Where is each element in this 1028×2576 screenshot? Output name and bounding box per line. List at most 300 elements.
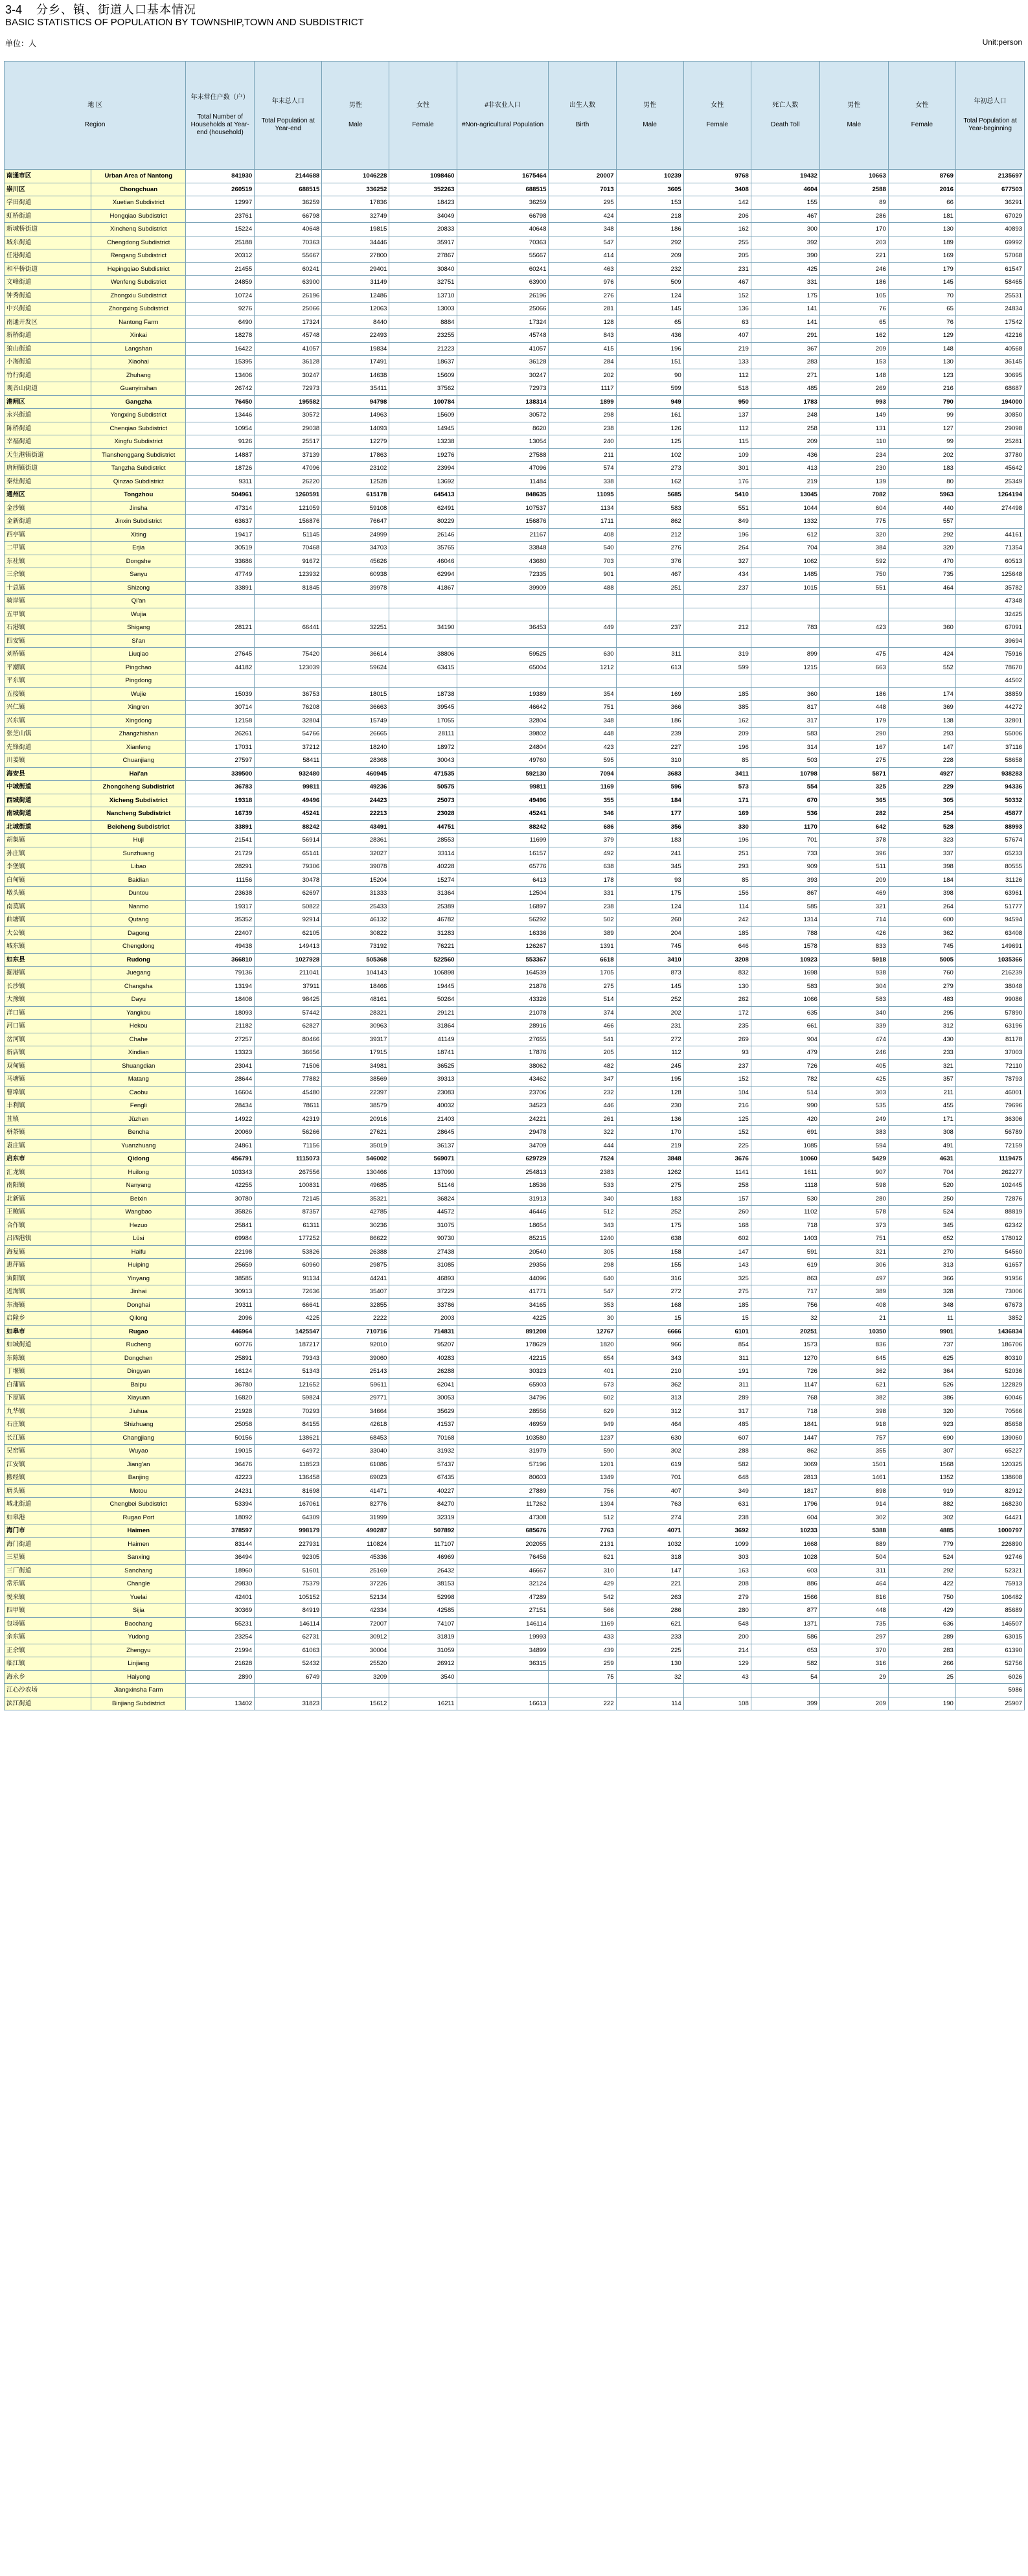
table-cell: 252 xyxy=(616,1206,683,1219)
table-cell: 311 xyxy=(616,648,683,661)
region-name-cn: 长江镇 xyxy=(5,1431,91,1445)
table-cell: 27889 xyxy=(457,1484,549,1498)
table-row xyxy=(5,1351,1025,1365)
column-header xyxy=(389,62,457,170)
table-cell: 65233 xyxy=(955,847,1024,860)
table-cell: 85689 xyxy=(955,1604,1024,1618)
table-cell: 39313 xyxy=(389,1073,457,1087)
table-cell: 456791 xyxy=(186,1153,255,1166)
table-cell: 21541 xyxy=(186,834,255,847)
table-cell: 638 xyxy=(549,860,616,874)
region-name-cn: 新桥街道 xyxy=(5,329,91,343)
table-cell: 81845 xyxy=(255,581,322,595)
region-name-cn: 十总镇 xyxy=(5,581,91,595)
table-cell: 88993 xyxy=(955,820,1024,834)
region-name-cn: 洋口镇 xyxy=(5,1006,91,1020)
table-cell: 642 xyxy=(819,820,888,834)
table-cell: 162 xyxy=(683,714,751,728)
table-cell: 10060 xyxy=(751,1153,819,1166)
region-name-en: Beicheng Subdistrict xyxy=(91,820,186,834)
table-cell: 246 xyxy=(819,262,888,276)
column-header-cn: 地 区 xyxy=(87,102,102,109)
table-cell: 47096 xyxy=(457,462,549,476)
table-cell: 36780 xyxy=(186,1378,255,1392)
table-cell: 448 xyxy=(819,701,888,715)
table-cell: 38153 xyxy=(389,1578,457,1591)
table-row xyxy=(5,1006,1025,1020)
table-cell: 143 xyxy=(683,1259,751,1272)
table-cell: 583 xyxy=(751,980,819,993)
table-cell: 49760 xyxy=(457,754,549,768)
table-cell: 313 xyxy=(888,1259,955,1272)
table-cell: 49496 xyxy=(255,794,322,807)
table-cell: 276 xyxy=(616,542,683,555)
table-cell: 533 xyxy=(549,1179,616,1193)
table-cell: 38806 xyxy=(389,648,457,661)
table-cell: 14963 xyxy=(322,409,389,422)
table-cell: 873 xyxy=(616,967,683,980)
region-name-cn: 如城街道 xyxy=(5,1339,91,1352)
region-name-en: Zhangzhishan xyxy=(91,728,186,741)
table-cell: 467 xyxy=(683,276,751,290)
table-cell: 76647 xyxy=(322,515,389,529)
table-cell: 52134 xyxy=(322,1591,389,1604)
table-cell: 35917 xyxy=(389,236,457,249)
table-cell: 42223 xyxy=(186,1471,255,1485)
table-cell: 156876 xyxy=(255,515,322,529)
table-cell: 123 xyxy=(888,369,955,382)
table-cell: 185 xyxy=(683,687,751,701)
table-cell: 10233 xyxy=(751,1524,819,1538)
table-cell: 18092 xyxy=(186,1511,255,1524)
table-cell: 60960 xyxy=(255,1259,322,1272)
table-cell: 426 xyxy=(819,926,888,940)
table-cell: 440 xyxy=(888,501,955,515)
table-cell: 147 xyxy=(683,1245,751,1259)
table-row xyxy=(5,542,1025,555)
table-cell: 293 xyxy=(888,728,955,741)
table-cell: 7763 xyxy=(549,1524,616,1538)
table-cell: 313 xyxy=(616,1392,683,1405)
table-cell xyxy=(683,1684,751,1697)
table-cell: 19834 xyxy=(322,342,389,356)
table-cell: 7094 xyxy=(549,767,616,781)
region-name-en: Liuqiao xyxy=(91,648,186,661)
table-cell: 234 xyxy=(819,448,888,462)
table-cell: 592 xyxy=(819,555,888,568)
table-row xyxy=(5,873,1025,887)
table-cell: 204 xyxy=(616,926,683,940)
table-row xyxy=(5,475,1025,489)
table-cell: 470 xyxy=(888,555,955,568)
table-cell: 291 xyxy=(751,329,819,343)
table-cell: 602 xyxy=(683,1232,751,1246)
table-cell: 230 xyxy=(616,1099,683,1113)
table-cell: 214 xyxy=(683,1644,751,1657)
table-cell: 164539 xyxy=(457,967,549,980)
table-cell: 11095 xyxy=(549,489,616,502)
table-cell: 152 xyxy=(683,1126,751,1140)
table-cell: 512 xyxy=(549,1206,616,1219)
table-row xyxy=(5,1166,1025,1179)
table-cell: 502 xyxy=(549,914,616,927)
table-cell: 275 xyxy=(819,754,888,768)
region-name-en: Guanyinshan xyxy=(91,382,186,396)
table-cell: 24221 xyxy=(457,1112,549,1126)
region-name-en: Chongchuan xyxy=(91,183,186,196)
table-cell: 688515 xyxy=(255,183,322,196)
table-cell: 6101 xyxy=(683,1325,751,1339)
table-cell: 102 xyxy=(616,448,683,462)
table-cell: 57674 xyxy=(955,834,1024,847)
table-cell: 745 xyxy=(888,940,955,954)
table-row xyxy=(5,608,1025,621)
table-row xyxy=(5,687,1025,701)
table-cell: 31059 xyxy=(389,1644,457,1657)
table-cell: 75379 xyxy=(255,1578,322,1591)
table-cell: 330 xyxy=(683,820,751,834)
table-cell: 80466 xyxy=(255,1033,322,1046)
table-cell: 27645 xyxy=(186,648,255,661)
table-cell: 34165 xyxy=(457,1298,549,1312)
table-cell: 25 xyxy=(888,1670,955,1684)
table-cell: 17876 xyxy=(457,1046,549,1060)
table-cell: 251 xyxy=(616,581,683,595)
table-cell: 24423 xyxy=(322,794,389,807)
table-cell: 24834 xyxy=(955,303,1024,316)
table-cell: 1032 xyxy=(616,1537,683,1551)
table-cell: 284 xyxy=(549,356,616,369)
table-cell: 156876 xyxy=(457,515,549,529)
table-cell: 47308 xyxy=(457,1511,549,1524)
table-cell: 24859 xyxy=(186,276,255,290)
region-name-cn: 海门街道 xyxy=(5,1537,91,1551)
region-name-cn: 骑岸镇 xyxy=(5,595,91,608)
table-cell: 1117 xyxy=(549,382,616,396)
region-name-cn: 白甸镇 xyxy=(5,873,91,887)
table-cell: 619 xyxy=(751,1259,819,1272)
region-name-cn: 和平桥街道 xyxy=(5,262,91,276)
table-cell: 10798 xyxy=(751,767,819,781)
table-cell: 18960 xyxy=(186,1564,255,1578)
table-cell: 15395 xyxy=(186,356,255,369)
table-cell: 118523 xyxy=(255,1458,322,1471)
table-cell: 311 xyxy=(819,1564,888,1578)
table-cell: 171 xyxy=(888,1112,955,1126)
table-cell: 115 xyxy=(683,435,751,449)
table-cell: 6490 xyxy=(186,316,255,329)
table-cell: 16124 xyxy=(186,1365,255,1379)
table-cell: 60776 xyxy=(186,1339,255,1352)
table-cell: 36259 xyxy=(255,196,322,210)
region-name-cn: 四甲镇 xyxy=(5,1604,91,1618)
table-cell: 305 xyxy=(549,1245,616,1259)
column-header xyxy=(322,62,389,170)
table-row xyxy=(5,462,1025,476)
table-cell: 27438 xyxy=(389,1245,457,1259)
region-name-cn: 任港街道 xyxy=(5,249,91,263)
table-cell xyxy=(457,595,549,608)
table-cell: 233 xyxy=(888,1046,955,1060)
table-cell: 18654 xyxy=(457,1219,549,1232)
region-name-cn: 白蒲镇 xyxy=(5,1378,91,1392)
table-cell: 138 xyxy=(888,714,955,728)
table-cell: 110824 xyxy=(322,1537,389,1551)
table-cell: 1270 xyxy=(751,1351,819,1365)
table-cell: 362 xyxy=(888,926,955,940)
table-cell: 72636 xyxy=(255,1285,322,1299)
table-row xyxy=(5,1219,1025,1232)
table-cell: 717 xyxy=(751,1285,819,1299)
region-name-en: Hai'an xyxy=(91,767,186,781)
table-cell: 68687 xyxy=(955,382,1024,396)
table-cell: 110 xyxy=(819,435,888,449)
table-cell: 384 xyxy=(819,542,888,555)
region-name-en: Zhengyu xyxy=(91,1644,186,1657)
table-cell: 30519 xyxy=(186,542,255,555)
table-row xyxy=(5,409,1025,422)
table-cell: 36128 xyxy=(457,356,549,369)
table-row xyxy=(5,581,1025,595)
table-cell: 186 xyxy=(819,276,888,290)
table-cell: 3411 xyxy=(683,767,751,781)
table-cell: 4885 xyxy=(888,1524,955,1538)
region-name-en: Zhongcheng Subdistrict xyxy=(91,781,186,794)
table-cell: 26742 xyxy=(186,382,255,396)
table-cell: 1169 xyxy=(549,781,616,794)
table-cell: 156 xyxy=(683,887,751,901)
region-name-en: Dingyan xyxy=(91,1365,186,1379)
table-cell: 65 xyxy=(888,303,955,316)
region-name-en: Zhuhang xyxy=(91,369,186,382)
table-cell: 8440 xyxy=(322,316,389,329)
table-cell: 398 xyxy=(888,860,955,874)
column-header-cn: 年末常住户数（户） xyxy=(190,94,249,101)
table-cell: 1425547 xyxy=(255,1325,322,1339)
region-name-cn: 胡集镇 xyxy=(5,834,91,847)
table-cell: 286 xyxy=(616,1604,683,1618)
table-cell: 212 xyxy=(616,528,683,542)
table-cell: 30247 xyxy=(255,369,322,382)
region-name-cn: 二甲镇 xyxy=(5,542,91,555)
table-cell: 444 xyxy=(549,1139,616,1153)
region-name-en: Changle xyxy=(91,1578,186,1591)
table-cell: 28434 xyxy=(186,1099,255,1113)
region-name-en: Dagong xyxy=(91,926,186,940)
table-cell: 1169 xyxy=(549,1617,616,1631)
table-cell xyxy=(389,608,457,621)
table-cell: 28361 xyxy=(322,834,389,847)
table-row xyxy=(5,1378,1025,1392)
region-name-en: Haiyong xyxy=(91,1670,186,1684)
table-cell: 31283 xyxy=(389,926,457,940)
table-cell: 578 xyxy=(819,1206,888,1219)
table-cell: 775 xyxy=(819,515,888,529)
table-cell: 104 xyxy=(683,1086,751,1099)
region-name-cn: 常乐镇 xyxy=(5,1578,91,1591)
table-cell: 80229 xyxy=(389,515,457,529)
table-cell: 547 xyxy=(549,1285,616,1299)
table-cell: 245 xyxy=(616,1059,683,1073)
table-cell: 70566 xyxy=(955,1405,1024,1418)
table-cell: 53394 xyxy=(186,1498,255,1512)
table-cell: 735 xyxy=(819,1617,888,1631)
column-header-en: Total Population at Year-end xyxy=(261,117,315,132)
table-cell: 5429 xyxy=(819,1153,888,1166)
table-cell: 152 xyxy=(683,1073,751,1087)
table-cell: 788 xyxy=(751,926,819,940)
table-cell: 72876 xyxy=(955,1192,1024,1206)
table-cell: 38859 xyxy=(955,687,1024,701)
table-cell: 23254 xyxy=(186,1631,255,1644)
table-cell: 18738 xyxy=(389,687,457,701)
table-row xyxy=(5,1498,1025,1512)
table-cell: 43462 xyxy=(457,1073,549,1087)
region-name-cn: 下原镇 xyxy=(5,1392,91,1405)
table-cell: 62994 xyxy=(389,568,457,582)
table-cell: 548 xyxy=(683,1617,751,1631)
table-cell: 32251 xyxy=(322,621,389,635)
table-cell: 75420 xyxy=(255,648,322,661)
table-cell: 22407 xyxy=(186,926,255,940)
unit-label-cn: 单位：人 xyxy=(5,39,37,48)
region-name-cn: 临江镇 xyxy=(5,1657,91,1671)
region-name-en: Nanyang xyxy=(91,1179,186,1193)
table-cell xyxy=(888,608,955,621)
table-row xyxy=(5,501,1025,515)
region-name-en: Rugao Port xyxy=(91,1511,186,1524)
table-cell: 382 xyxy=(819,1392,888,1405)
table-cell xyxy=(457,608,549,621)
table-cell: 19389 xyxy=(457,687,549,701)
table-cell: 121059 xyxy=(255,501,322,515)
table-cell: 137090 xyxy=(389,1166,457,1179)
table-cell: 211 xyxy=(888,1086,955,1099)
table-cell: 302 xyxy=(819,1511,888,1524)
table-cell: 10923 xyxy=(751,953,819,967)
table-cell: 557 xyxy=(888,515,955,529)
table-cell: 1000797 xyxy=(955,1524,1024,1538)
table-cell: 585 xyxy=(751,900,819,914)
table-cell: 36494 xyxy=(186,1551,255,1565)
table-cell: 149691 xyxy=(955,940,1024,954)
table-row xyxy=(5,1099,1025,1113)
table-cell: 401 xyxy=(549,1365,616,1379)
table-cell: 714 xyxy=(819,914,888,927)
table-cell: 292 xyxy=(888,528,955,542)
region-name-cn: 三星镇 xyxy=(5,1551,91,1565)
table-cell: 863 xyxy=(751,1272,819,1285)
table-cell: 33848 xyxy=(457,542,549,555)
region-name-en: Wujia xyxy=(91,608,186,621)
table-row xyxy=(5,834,1025,847)
region-name-cn: 西城街道 xyxy=(5,794,91,807)
table-row xyxy=(5,1591,1025,1604)
table-cell: 631 xyxy=(683,1498,751,1512)
table-cell: 648 xyxy=(683,1471,751,1485)
table-cell: 125 xyxy=(683,1112,751,1126)
table-cell: 408 xyxy=(819,1298,888,1312)
table-cell: 4071 xyxy=(616,1524,683,1538)
table-cell: 76221 xyxy=(389,940,457,954)
region-name-cn: 如皋市 xyxy=(5,1325,91,1339)
table-row xyxy=(5,1431,1025,1445)
table-cell: 373 xyxy=(819,1219,888,1232)
table-cell: 718 xyxy=(751,1219,819,1232)
table-cell: 1796 xyxy=(751,1498,819,1512)
table-cell: 237 xyxy=(616,621,683,635)
table-cell: 701 xyxy=(616,1471,683,1485)
table-cell: 27588 xyxy=(457,448,549,462)
table-row xyxy=(5,1537,1025,1551)
table-cell: 512 xyxy=(549,1511,616,1524)
table-cell: 392 xyxy=(751,236,819,249)
table-cell: 43680 xyxy=(457,555,549,568)
table-cell: 779 xyxy=(888,1537,955,1551)
table-cell: 26196 xyxy=(255,289,322,303)
table-cell: 950 xyxy=(683,395,751,409)
table-cell: 690 xyxy=(888,1431,955,1445)
region-name-cn: 四安镇 xyxy=(5,634,91,648)
table-cell: 148 xyxy=(819,369,888,382)
region-name-cn: 包场镇 xyxy=(5,1617,91,1631)
table-cell: 904 xyxy=(751,1033,819,1046)
table-cell: 312 xyxy=(888,1020,955,1033)
table-cell: 16336 xyxy=(457,926,549,940)
table-cell: 65141 xyxy=(255,847,322,860)
table-cell: 20540 xyxy=(457,1245,549,1259)
table-head xyxy=(5,62,1025,170)
table-cell: 14638 xyxy=(322,369,389,382)
table-cell: 630 xyxy=(549,648,616,661)
table-cell: 37116 xyxy=(955,741,1024,754)
table-row xyxy=(5,528,1025,542)
table-cell: 183 xyxy=(616,834,683,847)
table-cell: 5410 xyxy=(683,489,751,502)
region-name-en: Beixin xyxy=(91,1192,186,1206)
table-cell: 63196 xyxy=(955,1020,1024,1033)
table-cell: 841930 xyxy=(186,170,255,183)
table-cell: 221 xyxy=(819,249,888,263)
table-cell: 551 xyxy=(819,581,888,595)
table-cell: 542 xyxy=(549,1591,616,1604)
region-name-en: Yinyang xyxy=(91,1272,186,1285)
table-cell: 464 xyxy=(819,1578,888,1591)
table-row xyxy=(5,1471,1025,1485)
table-cell: 78670 xyxy=(955,661,1024,674)
table-cell: 18278 xyxy=(186,329,255,343)
region-name-en: Si'an xyxy=(91,634,186,648)
table-cell: 62105 xyxy=(255,926,322,940)
table-row xyxy=(5,1670,1025,1684)
table-cell: 71156 xyxy=(255,1139,322,1153)
table-cell: 305 xyxy=(888,794,955,807)
table-cell: 1027928 xyxy=(255,953,322,967)
table-cell: 836 xyxy=(819,1339,888,1352)
region-name-en: Sanxing xyxy=(91,1551,186,1565)
table-cell: 466 xyxy=(549,1020,616,1033)
table-cell: 209 xyxy=(819,873,888,887)
table-cell: 34981 xyxy=(322,1059,389,1073)
table-cell: 42334 xyxy=(322,1604,389,1618)
column-header-en: Female xyxy=(412,121,434,128)
table-cell: 85658 xyxy=(955,1418,1024,1432)
table-cell: 8884 xyxy=(389,316,457,329)
region-name-cn: 汇龙镇 xyxy=(5,1166,91,1179)
table-cell: 25058 xyxy=(186,1418,255,1432)
region-name-en: Rucheng xyxy=(91,1339,186,1352)
population-table xyxy=(4,61,1025,1710)
